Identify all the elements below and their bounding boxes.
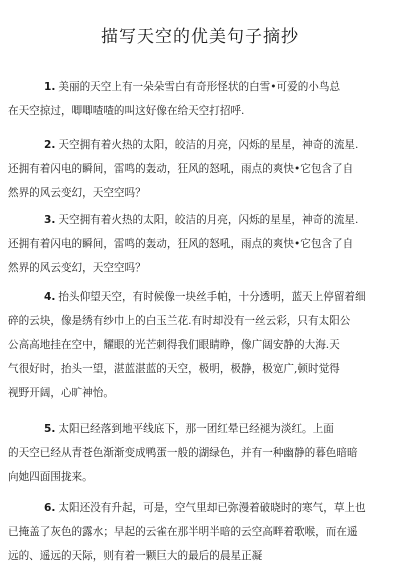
paragraph-1	[8, 75, 392, 123]
paragraph-line: 视野开阔，心旷神怡。	[8, 387, 114, 399]
paragraph-4	[8, 285, 392, 405]
paragraph-line: 的天空已经从青苍色渐渐变成鸭蛋一般的湖绿色，并有一种幽静的暮色暗暗	[8, 447, 358, 459]
paragraph-line	[8, 417, 392, 441]
paragraph-line	[8, 496, 392, 520]
paragraph-line: 还拥有着闪电的瞬间，雷鸣的轰动，狂风的怒吼，雨点的爽快•它包含了自	[8, 163, 354, 175]
paragraph-line: 碎的云块，像是绣有纱巾上的白玉兰花.有时却没有一丝云彩，只有太阳公	[8, 315, 351, 327]
paragraph-line: 然界的风云变幻，天空空吗？	[8, 187, 146, 199]
paragraph-text: 太阳已经落到地平线底下，那一团红晕已经褪为淡红。上面	[58, 423, 334, 435]
paragraph-line	[8, 75, 392, 99]
paragraph-line: 在天空掠过，唧唧喳喳的叫这好像在给天空打招呼.	[8, 105, 245, 117]
paragraph-number: 1.	[44, 81, 56, 93]
paragraph-text: 天空拥有着火热的太阳，皎洁的月亮，闪烁的星星，神奇的流星.	[58, 214, 359, 226]
paragraph-line: 已掩盖了灰色的露水；早起的云雀在那半明半暗的云空高畔着歌喉，而在遥	[8, 526, 358, 538]
paragraph-number: 3.	[44, 214, 56, 226]
paragraph-line: 公高高地挂在空中，耀眼的光芒刺得我们眼睛睁，像广阔安静的大海.天	[8, 339, 340, 351]
paragraph-number: 5.	[44, 423, 56, 435]
paragraph-number: 2.	[44, 139, 56, 151]
paragraph-number: 6.	[44, 502, 56, 514]
paragraph-line: 向她四面围拢来。	[8, 471, 93, 483]
paragraph-line	[8, 285, 392, 309]
paragraph-2	[8, 133, 392, 205]
paragraph-text: 太阳还没有升起，可是，空气里却已弥漫着破晓时的寒气，草上也	[58, 502, 366, 514]
paragraph-6	[8, 496, 392, 568]
paragraph-text: 美丽的天空上有一朵朵雪白有奇形怪状的白雪•可爱的小鸟总	[58, 81, 341, 93]
paragraph-line: 气很好时，抬头一望，湛蓝湛蓝的天空，极明，极静，极宽广,顿时觉得	[8, 363, 340, 375]
paragraph-text: 天空拥有着火热的太阳，皎洁的月亮，闪烁的星星，神奇的流星.	[58, 139, 359, 151]
paragraph-line: 然界的风云变幻，天空空吗？	[8, 262, 146, 274]
paragraph-3	[8, 208, 392, 280]
page-title: 描写天空的优美句子摘抄	[101, 27, 299, 47]
paragraph-line	[8, 133, 392, 157]
paragraph-line: 远的、遥远的天际，则有着一颗巨大的最后的晨星正凝	[8, 550, 263, 562]
paragraph-text: 抬头仰望天空，有时候像一块丝手帕，十分透明，蓝天上停留着细	[58, 291, 366, 303]
paragraph-5	[8, 417, 392, 489]
paragraph-line: 还拥有着闪电的瞬间，雷鸣的轰动，狂风的怒吼，雨点的爽快•它包含了自	[8, 238, 354, 250]
paragraph-number: 4.	[44, 291, 56, 303]
paragraph-line	[8, 208, 392, 232]
